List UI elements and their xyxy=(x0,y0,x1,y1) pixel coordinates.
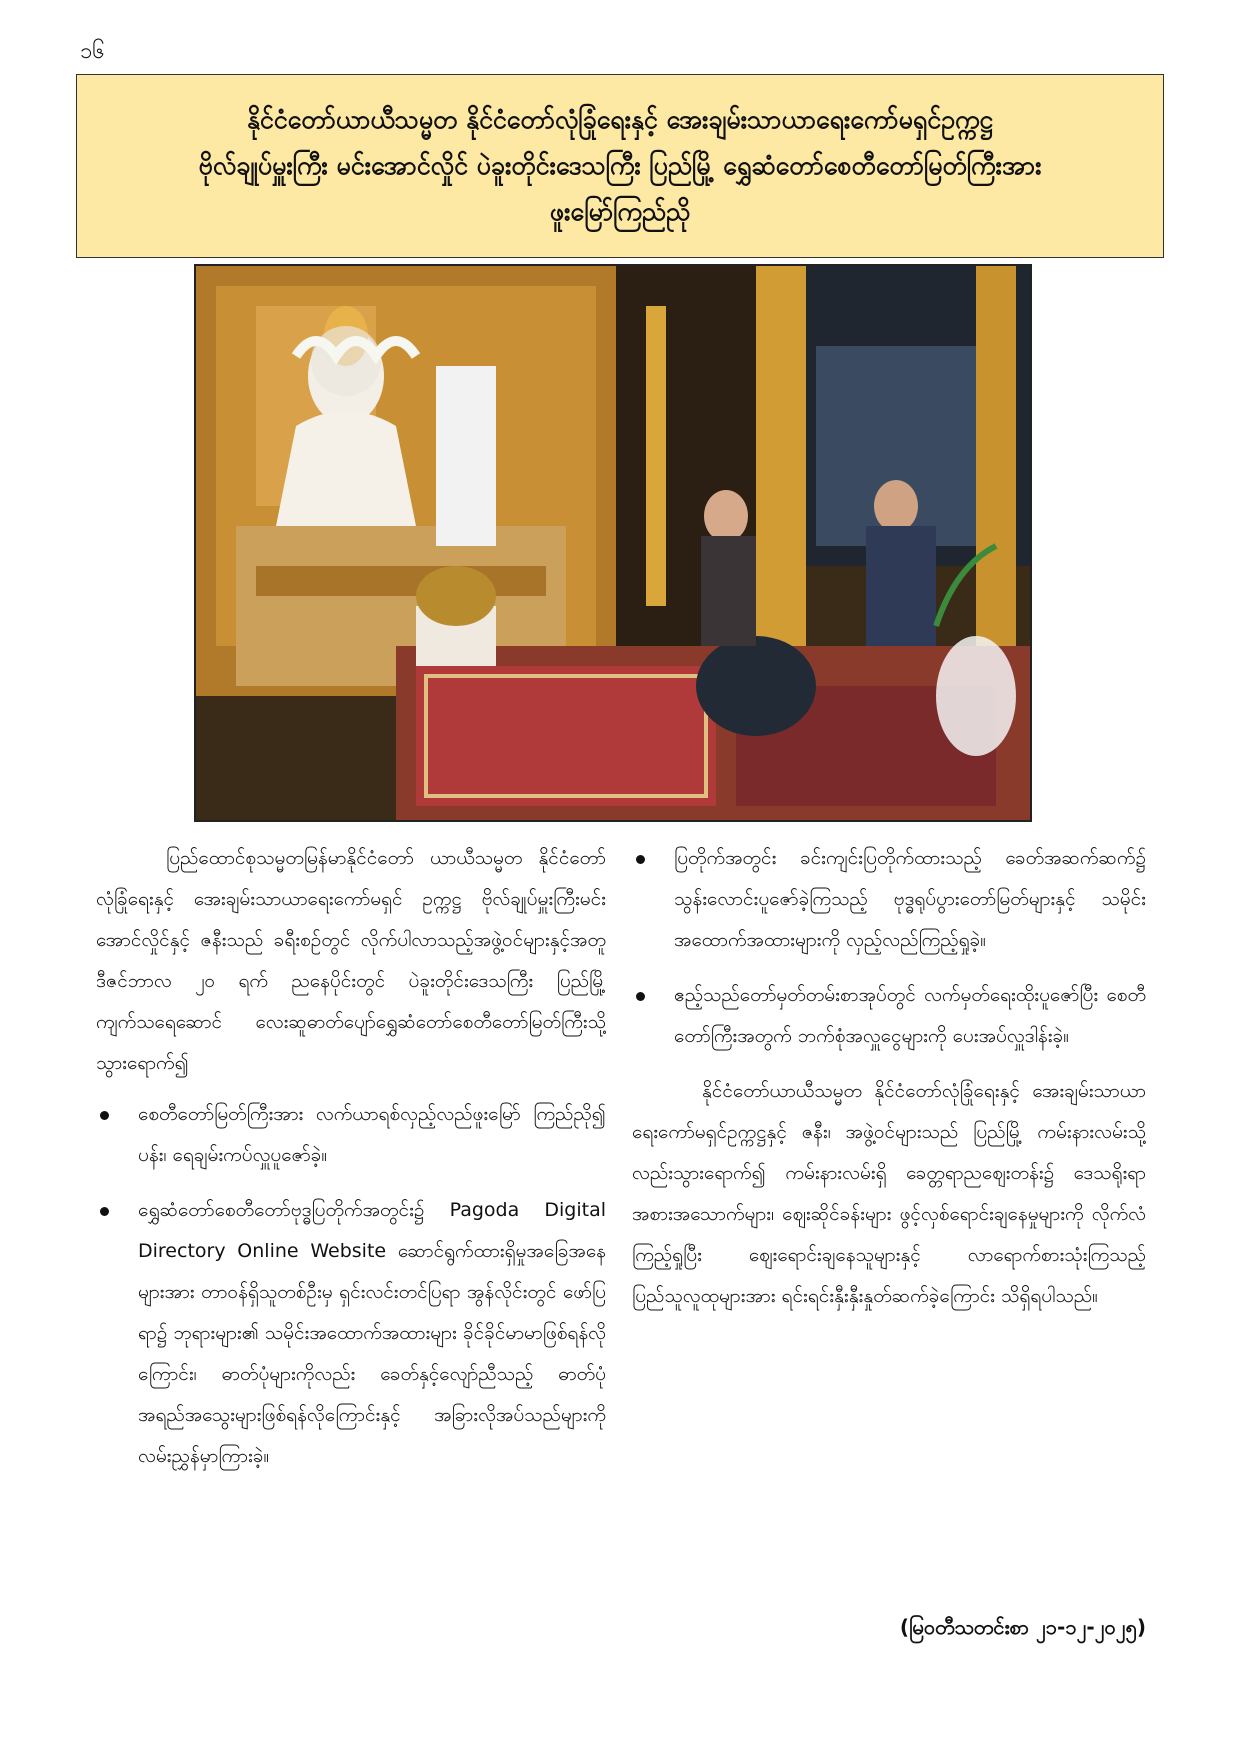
left-column xyxy=(96,838,606,1491)
bullet-item xyxy=(632,975,1146,1057)
bullet-text: စေတီတော်မြတ်ကြီးအား လက်ယာရစ်လှည့်လည်ဖူးမြော် ကြည်ညို၍ ပန်း၊ ရေချမ်းကပ်လှူပူဇော်ခဲ့။ xyxy=(138,1103,606,1166)
bullet-text: ဧည့်သည်တော်မှတ်တမ်းစာအုပ်တွင် လက်မှတ်ရေးထိုးပူဇော်ပြီး စေတီတော်ကြီးအတွက် ဘက်စုံအလှူငွေများကို ပေးအပ်လှူဒါန်းခဲ့။ xyxy=(674,984,1146,1047)
closing-paragraph: နိုင်ငံတော်ယာယီသမ္မတ နိုင်ငံတော်လုံခြုံရေးနှင့် အေးချမ်းသာယာရေးကော်မရှင်ဥက္ကဋ္ဌနှင့် ဇနီး၊ အဖွဲ့ဝင်များသည် ပြည်မြို့ ကမ်းနားလမ်းသို့လည်းသွားရောက်၍ ကမ်းနားလမ်းရှိ ခေတ္တရာညဈေးတန်း၌ ဒေသရိုးရာအစားအသောက်များ၊ ဈေးဆိုင်ခန်းများ ဖွင့်လှစ်ရောင်းချနေမှုများကို လိုက်လံကြည့်ရှုပြီး ဈေးရောင်းချနေသူများနှင့် လာရောက်စားသုံးကြသည့် ပြည်သူလူထုများအား ရင်းရင်းနှီးနှီးနှုတ်ဆက်ခဲ့ကြောင်း သိရှိရပါသည်။ xyxy=(632,1080,1146,1307)
bullet-dot-icon xyxy=(100,1207,109,1216)
source-citation: (မြဝတီသတင်းစာ ၂၁-၁၂-၂၀၂၅) xyxy=(899,1615,1146,1639)
news-photo xyxy=(194,264,1032,822)
bullet-text: ရွှေဆံတော်စေတီတော်ဗုဒ္ဓပြတိုက်အတွင်း၌ Pagoda Digital Directory Online Website ဆောင်ရွက်ထားရှိမှုအခြေအနေများအား တာဝန်ရှိသူတစ်ဦးမှ ရှင်းလင်းတင်ပြရာ အွန်လိုင်းတွင် ဖော်ပြရာ၌ ဘုရားများ၏ သမိုင်းအထောက်အထားများ ခိုင်ခိုင်မာမာဖြစ်ရန်လိုကြောင်း၊ ဓာတ်ပုံများကိုလည်း ခေတ်နှင့်လျော်ညီသည့် ဓာတ်ပုံအရည်အသွေးများဖြစ်ရန်လိုကြောင်းနှင့် အခြားလိုအပ်သည်များကို လမ်းညွှန်မှာကြားခဲ့။ xyxy=(138,1199,606,1467)
left-bullet-list xyxy=(96,1094,606,1477)
bullet-text: ပြတိုက်အတွင်း ခင်းကျင်းပြတိုက်ထားသည့် ခေတ်အဆက်ဆက်၌ သွန်းလောင်းပူဇော်ခဲ့ကြသည့် ဗုဒ္ဓရုပ်ပွားတော်မြတ်များနှင့် သမိုင်းအထောက်အထားများကို လှည့်လည်ကြည့်ရှုခဲ့။ xyxy=(674,847,1146,951)
right-bullet-list xyxy=(632,838,1146,1057)
bullet-item xyxy=(96,1094,606,1176)
headline-box xyxy=(76,74,1164,258)
headline-line-1: နိုင်ငံတော်ယာယီသမ္မတ နိုင်ငံတော်လုံခြုံရေးနှင့် အေးချမ်းသာယာရေးကော်မရှင်ဥက္ကဋ္ဌ xyxy=(247,105,993,134)
bullet-item xyxy=(96,1190,606,1477)
headline-line-3: ဖူးမြော်ကြည်ညို xyxy=(549,197,691,226)
bullet-dot-icon xyxy=(636,855,645,864)
bullet-item xyxy=(632,838,1146,961)
intro-paragraph: ပြည်ထောင်စုသမ္မတမြန်မာနိုင်ငံတော် ယာယီသမ္မတ နိုင်ငံတော်လုံခြုံရေးနှင့် အေးချမ်းသာယာရေးကော်မရှင် ဥက္ကဋ္ဌ ဗိုလ်ချုပ်မှူးကြီးမင်းအောင်လှိုင်နှင့် ဇနီးသည် ခရီးစဉ်တွင် လိုက်ပါလာသည့်အဖွဲ့ဝင်များနှင့်အတူ ဒီဇင်ဘာလ ၂၀ ရက် ညနေပိုင်းတွင် ပဲခူးတိုင်းဒေသကြီး ပြည်မြို့ ကျက်သရေဆောင် လေးဆူဓာတ်ပျော်ရွှေဆံတော်စေတီတော်မြတ်ကြီးသို့ သွားရောက်၍ xyxy=(96,847,606,1074)
bullet-dot-icon xyxy=(636,992,645,1001)
bullet-dot-icon xyxy=(100,1111,109,1120)
page-number: ၁၆ xyxy=(80,39,105,64)
right-column xyxy=(632,838,1146,1317)
headline-line-2: ဗိုလ်ချုပ်မှူးကြီး မင်းအောင်လှိုင် ပဲခူးတိုင်းဒေသကြီး ပြည်မြို့ ရွှေဆံတော်စေတီတော်မြတ်ကြီးအား xyxy=(198,151,1042,180)
